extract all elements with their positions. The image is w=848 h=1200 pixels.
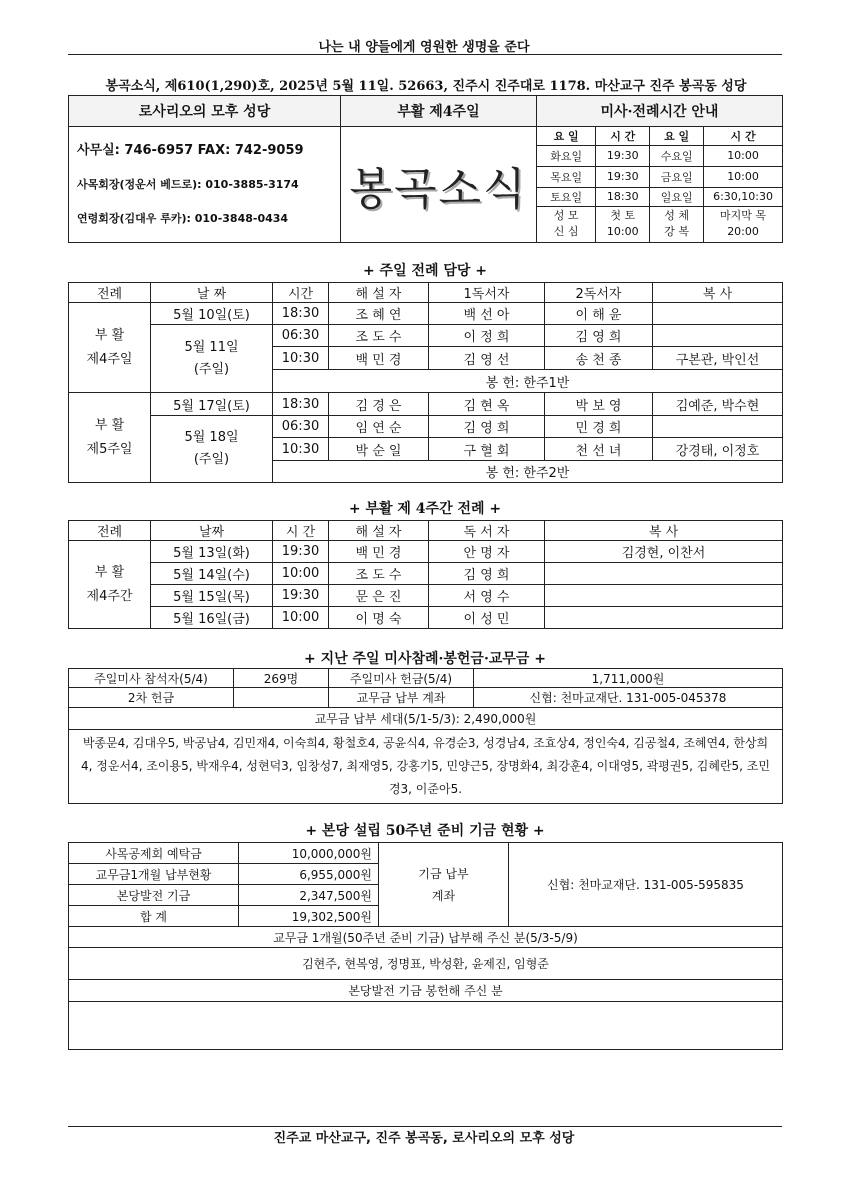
server-cell: 김경현, 이찬서 [545,541,783,563]
date-cell: 5월 17일(토) [151,393,273,416]
mt-cell: 마지막 목 20:00 [704,206,782,242]
mt-cell: 일요일 [650,187,704,206]
time-cell: 19:30 [273,541,329,563]
mt-header: 요 일 [650,127,704,145]
offering-cell: 봉 헌: 한주1반 [273,370,783,393]
contributor-names: 박종문4, 김대우5, 박공남4, 김민재4, 이숙희4, 황철호4, 공윤식4, 유경순3, 성경남4, 조효상4, 정인숙4, 김공철4, 조혜연4, 한상희4, 정운서4, 조이용5, 박재우4, 성현덕3, 임창성7, 최재영5, 강홍기5, 민양근5, 장명화4, 최강훈4, 이대영5, 곽평권5, 김혜란5, 조민경3, 이준아5. [69,730,783,804]
offering-label: 주일미사 헌금(5/4) [329,669,474,688]
second-collection-label: 2차 헌금 [69,688,234,708]
mt-cell: 10:00 [704,166,782,187]
commentator-cell: 이 명 숙 [329,607,429,629]
server-cell: 구본관, 박인선 [653,347,783,370]
reader1-cell: 김 영 선 [429,347,545,370]
reader-cell: 서 영 수 [429,585,545,607]
mt-cell: 6:30,10:30 [704,187,782,206]
mass-times-cell [537,127,783,243]
reader-cell: 김 영 희 [429,563,545,585]
reader2-cell: 이 해 윤 [545,303,653,325]
mt-cell: 금요일 [650,166,704,187]
col-header: 전례 [69,283,151,303]
mt-cell: 토요일 [537,187,596,206]
fund-label: 사목공제회 예탁금 [69,843,239,864]
mt-header: 요 일 [537,127,596,145]
mass-times-table [537,127,782,242]
commentator-cell: 조 혜 연 [329,303,429,325]
date-cell: 5월 16일(금) [151,607,273,629]
col-header: 해 설 자 [329,283,429,303]
date-cell: 5월 15일(목) [151,585,273,607]
reader-cell: 이 성 민 [429,607,545,629]
parish-name: 로사리오의 모후 성당 [69,96,341,127]
time-cell: 18:30 [273,393,329,416]
account-label: 교무금 납부 계좌 [329,688,474,708]
top-divider [68,54,782,55]
mt-cell: 화요일 [537,145,596,166]
mt-cell: 목요일 [537,166,596,187]
server-cell [545,607,783,629]
col-header: 해 설 자 [329,521,429,541]
week-liturgy-table [68,520,783,629]
time-cell: 10:30 [273,438,329,461]
reader1-cell: 김 영 희 [429,416,545,438]
reader2-cell: 김 영 희 [545,325,653,347]
fund-account-value: 신협: 천마교재단. 131-005-595835 [509,843,783,927]
parish-chair: 사목회장(정운서 베드로): 010-3885-3174 [77,178,299,191]
reader2-cell: 박 보 영 [545,393,653,416]
fund-dev-label: 본당발전 기금 봉헌해 주신 분 [69,980,783,1002]
fund-dev-names [69,1002,783,1050]
contact-cell [69,127,341,243]
attendance-value: 269명 [234,669,329,688]
reader-cell: 안 명 자 [429,541,545,563]
col-header: 시간 [273,283,329,303]
server-cell: 강경태, 이정호 [653,438,783,461]
funeral-chair: 연령회장(김대우 루카): 010-3848-0434 [77,212,289,225]
reader1-cell: 구 혈 회 [429,438,545,461]
motto: 나는 내 양들에게 영원한 생명을 준다 [318,40,530,55]
col-header: 독 서 자 [429,521,545,541]
commentator-cell: 백 민 경 [329,541,429,563]
mt-cell: 첫 토 10:00 [596,206,650,242]
mt-cell: 19:30 [596,166,650,187]
date-cell: 5월 18일 (주일) [151,416,273,483]
reader2-cell: 천 선 녀 [545,438,653,461]
mass-times-title: 미사·전례시간 안내 [537,96,783,127]
office-phone: 사무실: 746-6957 FAX: 742-9059 [77,143,304,158]
fund-title: + 본당 설립 50주년 준비 기금 현황 + [305,823,545,839]
reader1-cell: 이 정 희 [429,325,545,347]
bulletin-info: 봉곡소식, 제610(1,290)호, 2025년 5월 11일. 52663, 진주시 진주대로 1178. 마산교구 진주 봉곡동 성당 [105,79,747,94]
time-cell: 19:30 [273,585,329,607]
commentator-cell: 조 도 수 [329,563,429,585]
time-cell: 10:30 [273,347,329,370]
col-header: 시 간 [273,521,329,541]
col-header: 1독서자 [429,283,545,303]
col-header: 복 사 [653,283,783,303]
commentator-cell: 김 경 은 [329,393,429,416]
reader2-cell: 민 경 희 [545,416,653,438]
fund-total-label: 합 계 [69,906,239,927]
time-cell: 10:00 [273,563,329,585]
fund-month-label: 교무금 1개월(50주년 준비 기금) 납부해 주신 분(5/3-5/9) [69,927,783,948]
sunday-name: 부활 제4주일 [341,96,537,127]
liturgy-group: 부 활 제4주일 [69,303,151,393]
time-cell: 18:30 [273,303,329,325]
mt-cell: 성 모 신 심 [537,206,596,242]
time-cell: 06:30 [273,325,329,347]
households-total: 교무금 납부 세대(5/1-5/3): 2,490,000원 [69,708,783,730]
col-header: 전례 [69,521,151,541]
attendance-label: 주일미사 참석자(5/4) [69,669,234,688]
commentator-cell: 백 민 경 [329,347,429,370]
liturgy-group: 부 활 제5주일 [69,393,151,483]
time-cell: 06:30 [273,416,329,438]
server-cell [653,325,783,347]
date-cell: 5월 13일(화) [151,541,273,563]
commentator-cell: 조 도 수 [329,325,429,347]
reader2-cell: 송 천 종 [545,347,653,370]
offering-value: 1,711,000원 [474,669,783,688]
server-cell [545,563,783,585]
commentator-cell: 문 은 진 [329,585,429,607]
footer: 진주교 마산교구, 진주 봉곡동, 로사리오의 모후 성당 [273,1131,575,1146]
time-cell: 10:00 [273,607,329,629]
sunday-liturgy-table [68,282,783,483]
server-cell: 김예준, 박수현 [653,393,783,416]
second-collection-value [234,688,329,708]
server-cell [653,416,783,438]
last-sunday-table [68,668,783,804]
logo-cell [341,127,537,243]
reader1-cell: 백 선 아 [429,303,545,325]
header-table [68,95,783,243]
fund-value: 6,955,000원 [239,864,379,885]
server-cell [653,303,783,325]
commentator-cell: 임 연 순 [329,416,429,438]
last-sunday-title: + 지난 주일 미사참례·봉헌금·교무금 + [303,651,547,667]
fund-value: 10,000,000원 [239,843,379,864]
col-header: 날 짜 [151,283,273,303]
liturgy-group: 부 활 제4주간 [69,541,151,629]
fund-total-value: 19,302,500원 [239,906,379,927]
mt-cell: 18:30 [596,187,650,206]
account-value: 신협: 천마교재단. 131-005-045378 [474,688,783,708]
sunday-liturgy-title: + 주일 전례 담당 + [362,263,488,279]
col-header: 2독서자 [545,283,653,303]
mt-header: 시 간 [596,127,650,145]
col-header: 날짜 [151,521,273,541]
mt-cell: 성 체 강 복 [650,206,704,242]
bulletin-logo: 봉곡소식 [349,163,528,215]
fund-label: 교무금1개월 납부현황 [69,864,239,885]
reader1-cell: 김 현 옥 [429,393,545,416]
fund-label: 본당발전 기금 [69,885,239,906]
week-liturgy-title: + 부활 제 4주간 전례 + [348,501,502,517]
commentator-cell: 박 순 일 [329,438,429,461]
col-header: 복 사 [545,521,783,541]
fund-month-names: 김현주, 현복영, 정명표, 박성환, 윤제진, 임형준 [69,948,783,980]
fund-table [68,842,783,1050]
mt-cell: 19:30 [596,145,650,166]
mt-header: 시 간 [704,127,782,145]
server-cell [545,585,783,607]
mt-cell: 수요일 [650,145,704,166]
fund-value: 2,347,500원 [239,885,379,906]
offering-cell: 봉 헌: 한주2반 [273,461,783,483]
date-cell: 5월 14일(수) [151,563,273,585]
date-cell: 5월 11일 (주일) [151,325,273,393]
date-cell: 5월 10일(토) [151,303,273,325]
mt-cell: 10:00 [704,145,782,166]
fund-account-label: 기금 납부 계좌 [379,843,509,927]
